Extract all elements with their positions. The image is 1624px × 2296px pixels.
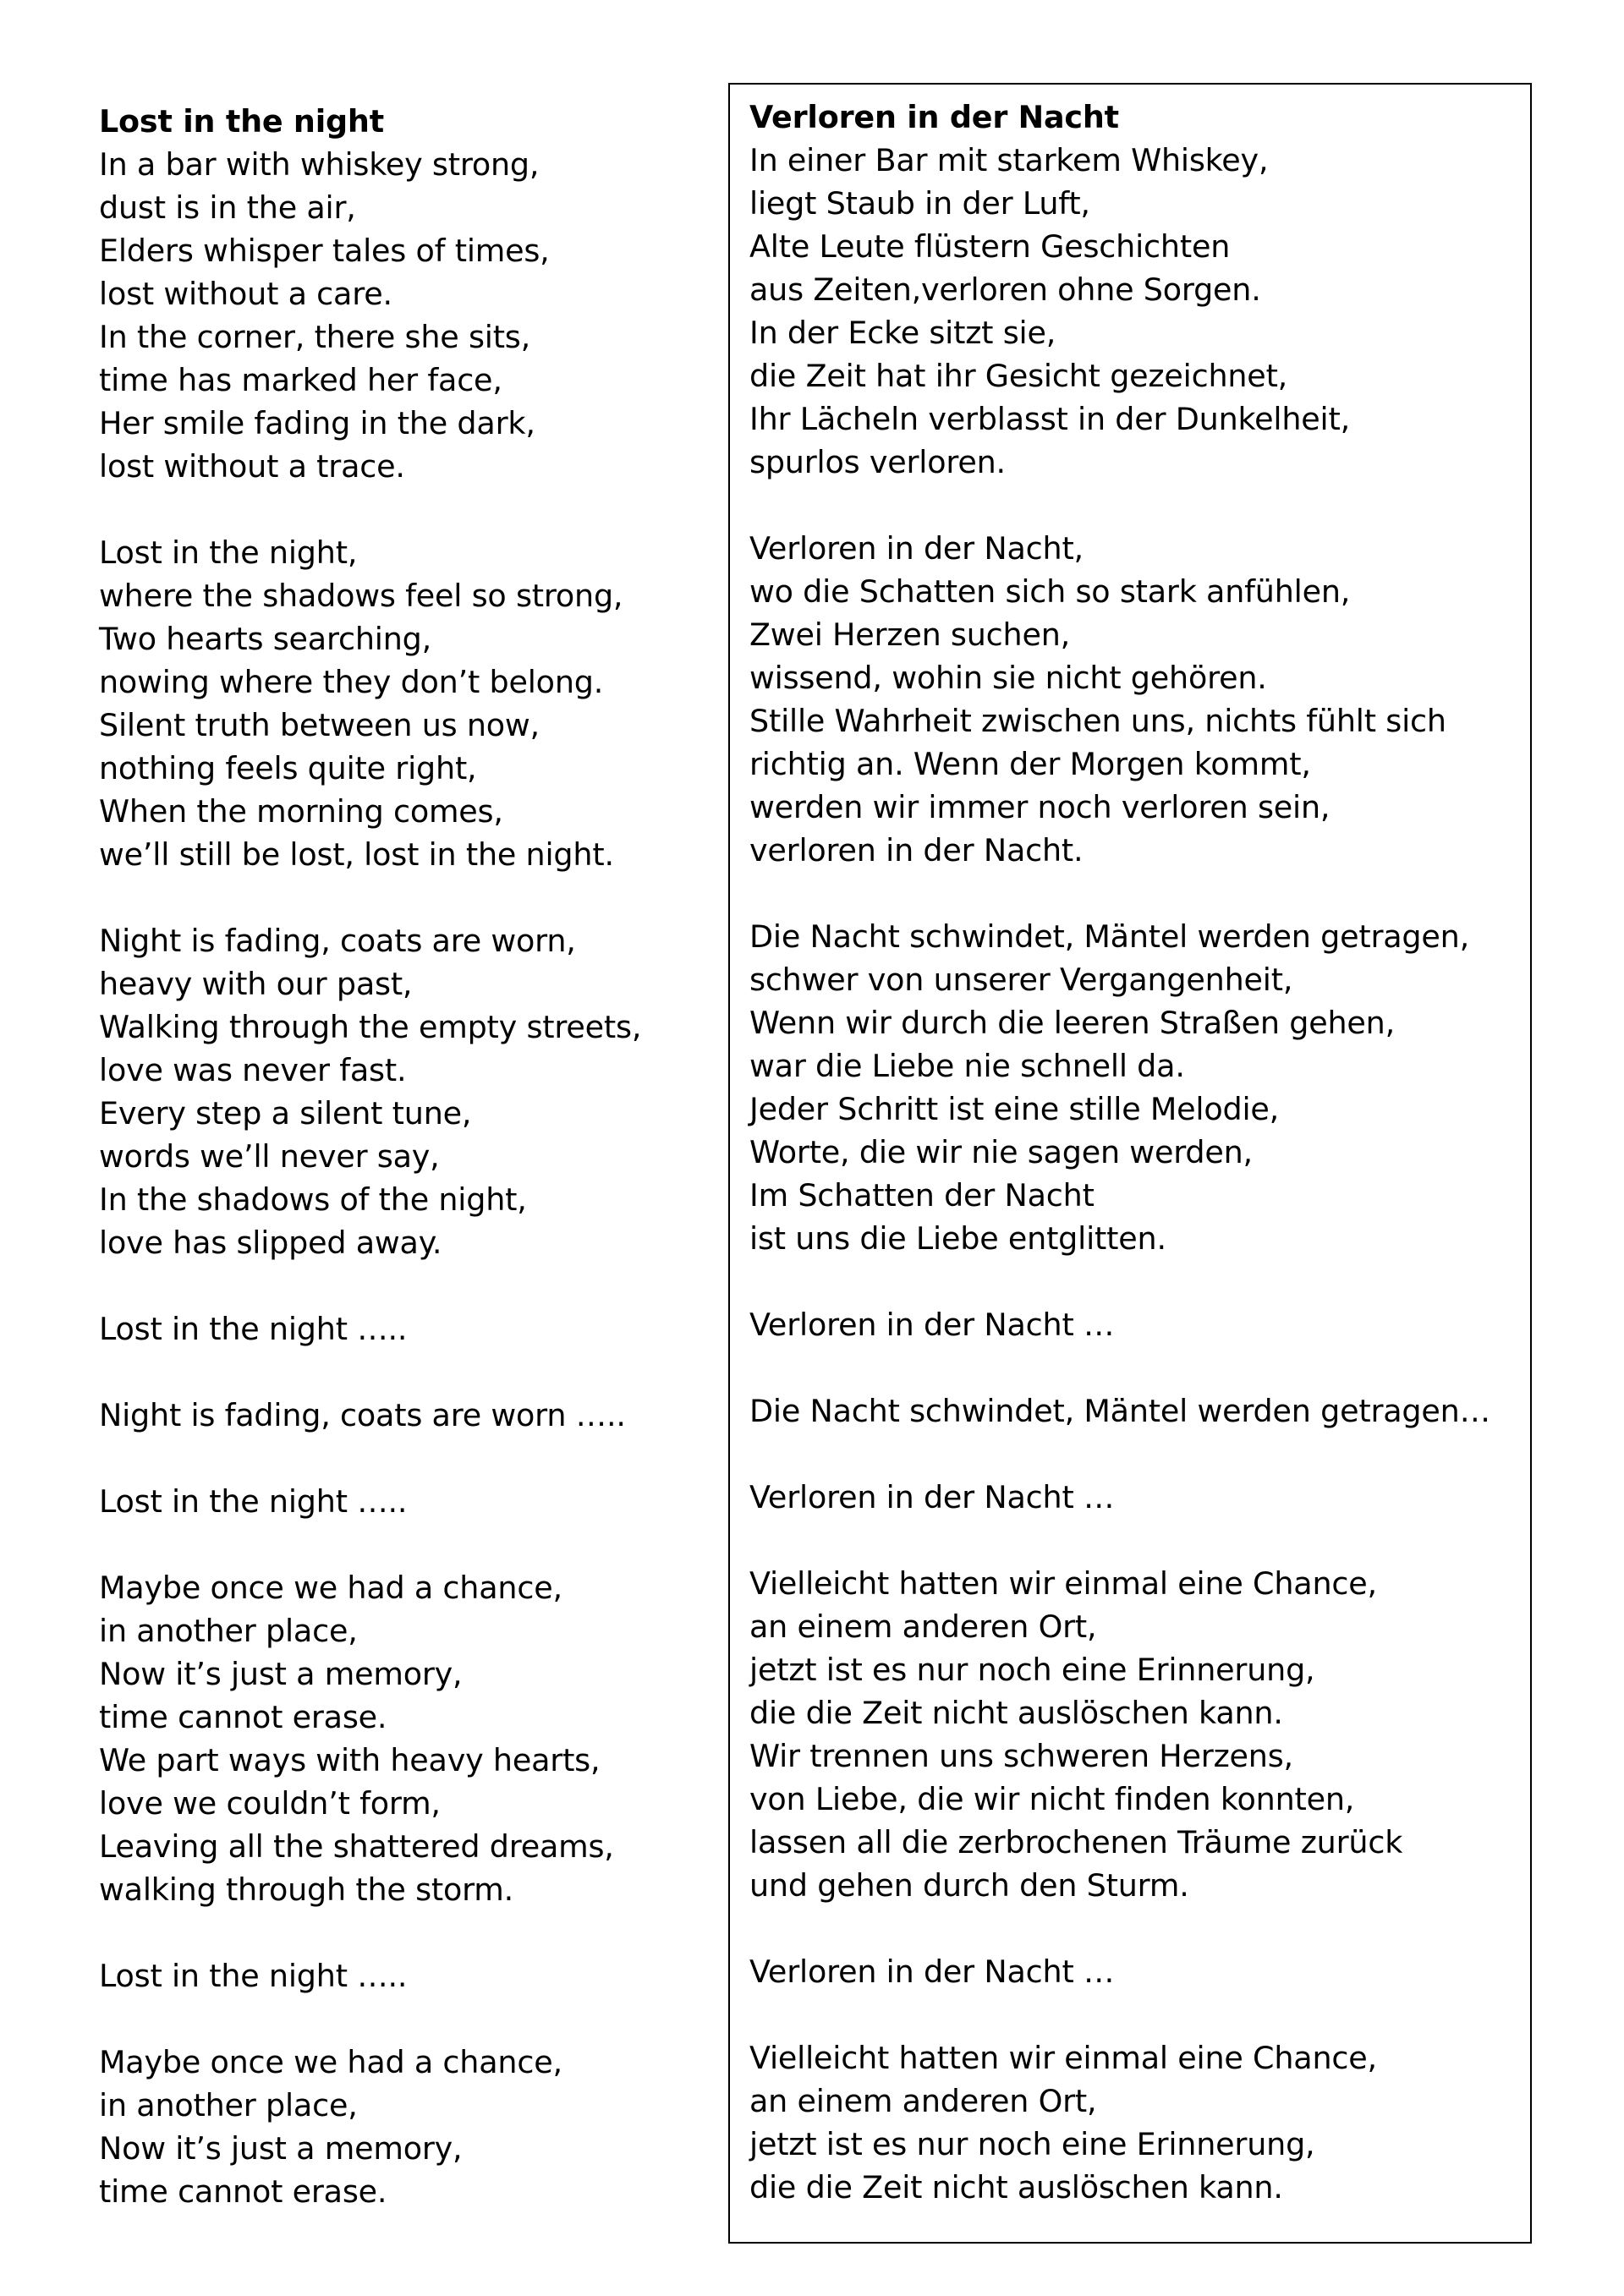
german-lyric-line: Die Nacht schwindet, Mäntel werden getragen… xyxy=(749,1393,1490,1429)
english-stanza xyxy=(99,1394,641,1437)
german-stanza xyxy=(749,915,1490,1260)
english-lyric-line: Her smile fading in the dark, xyxy=(99,405,535,441)
german-lyric-line: werden wir immer noch verloren sein, xyxy=(749,789,1330,825)
german-lyric-line: war die Liebe nie schnell da. xyxy=(749,1048,1185,1084)
german-lyric-line: die die Zeit nicht auslöschen kann. xyxy=(749,2169,1283,2206)
german-stanza xyxy=(749,1562,1490,1907)
english-lyric-line: Walking through the empty streets, xyxy=(99,1009,642,1045)
german-lyric-line: Jeder Schritt ist eine stille Melodie, xyxy=(749,1091,1280,1127)
german-lyrics xyxy=(749,96,1490,2252)
german-stanza xyxy=(749,1950,1490,1993)
english-lyric-line: When the morning comes, xyxy=(99,793,503,830)
german-lyric-line: Verloren in der Nacht … xyxy=(749,1479,1115,1515)
english-lyric-line: We part ways with heavy hearts, xyxy=(99,1742,601,1778)
german-lyric-line: Vielleicht hatten wir einmal eine Chance, xyxy=(749,1565,1377,1602)
english-lyric-line: walking through the storm. xyxy=(99,1871,514,1908)
english-lyric-line: Two hearts searching, xyxy=(99,621,432,657)
german-lyric-line: an einem anderen Ort, xyxy=(749,2083,1097,2119)
english-stanza xyxy=(99,1954,641,1997)
german-stanza xyxy=(749,1303,1490,1346)
english-lyric-line: Elders whisper tales of times, xyxy=(99,233,550,269)
english-stanza xyxy=(99,2041,641,2213)
english-lyric-line: love we couldn’t form, xyxy=(99,1785,441,1822)
english-lyric-line: time has marked her face, xyxy=(99,362,502,398)
english-lyric-line: Now it’s just a memory, xyxy=(99,1656,463,1692)
english-lyric-line: dust is in the air, xyxy=(99,189,356,226)
german-lyric-line: Im Schatten der Nacht xyxy=(749,1177,1095,1214)
english-lyric-line: Leaving all the shattered dreams, xyxy=(99,1828,614,1865)
english-stanza xyxy=(99,143,641,488)
english-lyric-line: Lost in the night ….. xyxy=(99,1311,408,1347)
english-lyric-line: in another place, xyxy=(99,2087,358,2123)
german-lyric-line: Ihr Lächeln verblasst in der Dunkelheit, xyxy=(749,401,1350,437)
english-lyric-line: Lost in the night, xyxy=(99,534,358,571)
german-lyric-line: schwer von unserer Vergangenheit, xyxy=(749,962,1293,998)
english-lyric-line: where the shadows feel so strong, xyxy=(99,578,623,614)
english-lyric-line: Lost in the night ….. xyxy=(99,1958,408,1994)
english-lyric-line: Silent truth between us now, xyxy=(99,707,540,743)
english-lyric-line: nothing feels quite right, xyxy=(99,750,477,786)
german-lyric-line: Zwei Herzen suchen, xyxy=(749,616,1071,653)
german-lyric-line: jetzt ist es nur noch eine Erinnerung, xyxy=(749,1652,1315,1688)
english-lyric-line: In a bar with whiskey strong, xyxy=(99,146,540,183)
german-stanza xyxy=(749,139,1490,484)
english-lyric-line: lost without a care. xyxy=(99,276,392,312)
german-stanzas xyxy=(749,139,1490,2209)
german-lyric-line: wissend, wohin sie nicht gehören. xyxy=(749,660,1267,696)
german-lyric-line: Verloren in der Nacht … xyxy=(749,1954,1115,1990)
german-lyric-line: Stille Wahrheit zwischen uns, nichts fühlt sich xyxy=(749,703,1446,739)
german-lyric-line: Vielleicht hatten wir einmal eine Chance, xyxy=(749,2040,1377,2076)
english-lyric-line: love has slipped away. xyxy=(99,1225,442,1261)
english-lyric-line: Night is fading, coats are worn, xyxy=(99,923,576,959)
english-lyric-line: Every step a silent tune, xyxy=(99,1095,472,1132)
german-lyric-line: Die Nacht schwindet, Mäntel werden getragen, xyxy=(749,918,1469,955)
english-lyric-line: Maybe once we had a chance, xyxy=(99,1570,562,1606)
english-lyric-line: words we’ll never say, xyxy=(99,1138,440,1175)
german-stanza xyxy=(749,1389,1490,1433)
english-lyric-line: Maybe once we had a chance, xyxy=(99,2044,562,2080)
english-lyric-line: time cannot erase. xyxy=(99,2173,387,2210)
english-lyric-line: love was never fast. xyxy=(99,1052,407,1088)
german-lyric-line: an einem anderen Ort, xyxy=(749,1608,1097,1645)
english-lyric-line: in another place, xyxy=(99,1613,358,1649)
english-lyric-line: we’ll still be lost, lost in the night. xyxy=(99,836,614,873)
english-stanza xyxy=(99,1566,641,1911)
german-lyric-line: spurlos verloren. xyxy=(749,444,1006,480)
german-lyric-line: In einer Bar mit starkem Whiskey, xyxy=(749,142,1269,178)
german-stanza xyxy=(749,527,1490,872)
german-lyric-line: Alte Leute flüstern Geschichten xyxy=(749,228,1231,265)
german-lyric-line: In der Ecke sitzt sie, xyxy=(749,315,1056,351)
german-lyric-line: die die Zeit nicht auslöschen kann. xyxy=(749,1695,1283,1731)
english-lyric-line: Lost in the night ….. xyxy=(99,1483,408,1520)
german-lyric-line: die Zeit hat ihr Gesicht gezeichnet, xyxy=(749,358,1288,394)
german-stanza xyxy=(749,1476,1490,1519)
english-stanza xyxy=(99,531,641,876)
english-lyric-line: Now it’s just a memory, xyxy=(99,2130,463,2167)
german-lyric-line: ist uns die Liebe entglitten. xyxy=(749,1220,1166,1257)
english-stanza xyxy=(99,919,641,1264)
german-lyric-line: liegt Staub in der Luft, xyxy=(749,185,1090,222)
german-lyric-line: richtig an. Wenn der Morgen kommt, xyxy=(749,746,1311,782)
german-lyric-line: Wir trennen uns schweren Herzens, xyxy=(749,1738,1293,1774)
english-lyric-line: lost without a trace. xyxy=(99,448,405,485)
german-lyric-line: Worte, die wir nie sagen werden, xyxy=(749,1134,1253,1170)
english-stanza xyxy=(99,1307,641,1351)
german-lyric-line: lassen all die zerbrochenen Träume zurück xyxy=(749,1824,1403,1860)
english-stanza xyxy=(99,1480,641,1523)
german-stanza xyxy=(749,2036,1490,2209)
german-lyric-line: Verloren in der Nacht, xyxy=(749,530,1084,567)
german-lyric-line: Verloren in der Nacht … xyxy=(749,1307,1115,1343)
german-lyric-line: Wenn wir durch die leeren Straßen gehen, xyxy=(749,1005,1395,1041)
german-lyric-line: jetzt ist es nur noch eine Erinnerung, xyxy=(749,2126,1315,2162)
german-lyric-line: verloren in der Nacht. xyxy=(749,832,1084,869)
german-lyric-line: und gehen durch den Sturm. xyxy=(749,1867,1189,1904)
english-stanzas xyxy=(99,143,641,2213)
english-lyric-line: Night is fading, coats are worn ….. xyxy=(99,1397,626,1433)
english-lyrics xyxy=(99,100,641,2256)
german-lyric-line: von Liebe, die wir nicht finden konnten, xyxy=(749,1781,1355,1817)
german-title: Verloren in der Nacht xyxy=(749,99,1119,135)
english-lyric-line: time cannot erase. xyxy=(99,1699,387,1735)
english-title: Lost in the night xyxy=(99,103,384,140)
german-lyric-line: aus Zeiten,verloren ohne Sorgen. xyxy=(749,271,1261,308)
english-lyric-line: nowing where they don’t belong. xyxy=(99,664,604,700)
german-lyric-line: wo die Schatten sich so stark anfühlen, xyxy=(749,573,1351,610)
english-lyric-line: heavy with our past, xyxy=(99,966,413,1002)
english-lyric-line: In the corner, there she sits, xyxy=(99,319,531,355)
english-lyric-line: In the shadows of the night, xyxy=(99,1181,527,1218)
